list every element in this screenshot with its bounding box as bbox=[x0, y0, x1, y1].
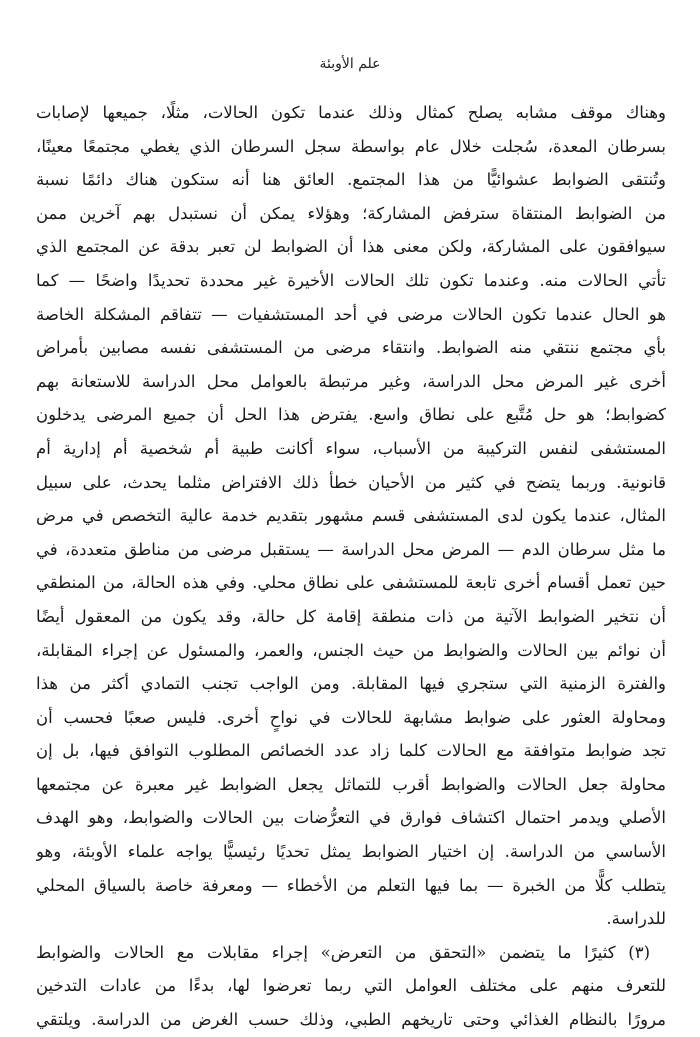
text-line: (٣) كثيرًا ما يتضمن «التحقق من التعرض» إجراء مقابلات مع الحالات والضوابط bbox=[36, 942, 650, 962]
text-line: يتطلب كلًّا من الخبرة — بما فيها التعلم من الأخطاء — ومعرفة خاصة بالسياق المحلي bbox=[36, 875, 666, 895]
text-line: من الضوابط المنتقاة سترفض المشاركة؛ وهؤلاء يمكن أن نستبدل بهم آخرين ممن bbox=[36, 203, 666, 223]
text-line: ما مثل سرطان الدم — المرض محل الدراسة — يستقبل مرضى من مناطق متعددة، في bbox=[36, 539, 666, 559]
text-line: الأساسي من الدراسة. إن اختيار الضوابط يمثل تحديًا رئيسيًّا يواجه علماء الأوبئة، وهو bbox=[36, 842, 666, 862]
text-line: للدراسة. bbox=[606, 909, 666, 929]
text-line: وتُنتقى الضوابط عشوائيًّا من هذا المجتمع. العائق هنا أنه ستكون هناك دائمًا نسبة bbox=[36, 170, 666, 190]
text-line: تجد ضوابط متوافقة مع الحالات كلما زاد عدد الخصائص المطلوب التوافق فيها، بل إن bbox=[36, 741, 666, 761]
text-line: قانونية. وربما يتضح في كثير من الأحيان خطأ ذلك الافتراض مثلما يحدث، على سبيل bbox=[36, 472, 666, 492]
text-line: الأصلي ويدمر احتمال اكتشاف فوارق في التعرُّضات بين الحالات والضوابط، وهو الهدف bbox=[36, 808, 666, 828]
text-line: أخرى غير المرض محل الدراسة، وغير مرتبطة بالعوامل محل الدراسة للاستعانة بهم bbox=[36, 371, 666, 391]
text-line: هو الحال عندما تكون الحالات مرضى في أحد المستشفيات — تتفاقم المشكلة الخاصة bbox=[36, 304, 666, 324]
text-line: والفترة الزمنية التي ستجري فيها المقابلة. ومن الواجب تجنب التمادي أكثر من هذا bbox=[36, 674, 666, 694]
text-line: للتعرف منهم على مختلف العوامل التي ربما تعرضوا لها، بدءًا من عادات التدخين bbox=[36, 976, 666, 996]
text-line: وهناك موقف مشابه يصلح كمثال وذلك عندما تكون الحالات، مثلًا، جميعها لإصابات bbox=[36, 103, 666, 122]
text-line: المثال، عندما يكون لدى المستشفى قسم مشهور بتقديم خدمة عالية التخصص في مرض bbox=[36, 506, 666, 526]
text-line: كضوابط؛ هو حل مُتَّبع على نطاق واسع. يفترض هذا الحل أن جميع المرضى يدخلون bbox=[36, 405, 666, 425]
text-line: سيوافقون على المشاركة، ولكن معنى هذا أن الضوابط لن تعبر بدقة عن المجتمع الذي bbox=[36, 237, 666, 257]
text-line: مرورًا بالنظام الغذائي وحتى تاريخهم الطبي، وذلك حسب الغرض من الدراسة. ويلتقي bbox=[36, 1010, 666, 1030]
text-line: أن نتخير الضوابط الآتية من ذات منطقة إقامة كل حالة، وقد يكون من المعقول أيضًا bbox=[36, 606, 666, 626]
text-line: محاولة جعل الحالات والضوابط أقرب للتماثل يجعل الضوابط غير معبرة عن مجتمعها bbox=[36, 774, 666, 794]
running-header: علم الأوبئة bbox=[319, 56, 381, 72]
text-line: أن نوائم بين الحالات والضوابط من حيث الجنس، والعمر، والمسئول عن إجراء المقابلة، bbox=[36, 640, 666, 660]
body-text bbox=[36, 96, 666, 1037]
text-line: المستشفى لنفس التركيبة من الأسباب، سواء أكانت طبية أم شخصية أم إدارية أم bbox=[36, 438, 666, 458]
text-line: حين تعمل أقسام أخرى تابعة للمستشفى على نطاق محلي. وفي هذه الحالة، من المنطقي bbox=[36, 573, 666, 593]
text-line: ومحاولة العثور على ضوابط مشابهة للحالات في نواحٍ أخرى. فليس صعبًا فحسب أن bbox=[36, 707, 666, 727]
text-line: بأي مجتمع ننتقي منه الضوابط. وانتقاء مرضى من المستشفى نفسه مصابين بأمراض bbox=[36, 338, 666, 358]
text-line: تأتي الحالات منه. وعندما تكون تلك الحالات الأخيرة غير محددة تحديدًا واضحًا — كما bbox=[36, 270, 666, 290]
text-line: بسرطان المعدة، سُجلت خلال عام بواسطة سجل السرطان الذي يغطي مجتمعًا معينًا، bbox=[36, 136, 666, 156]
